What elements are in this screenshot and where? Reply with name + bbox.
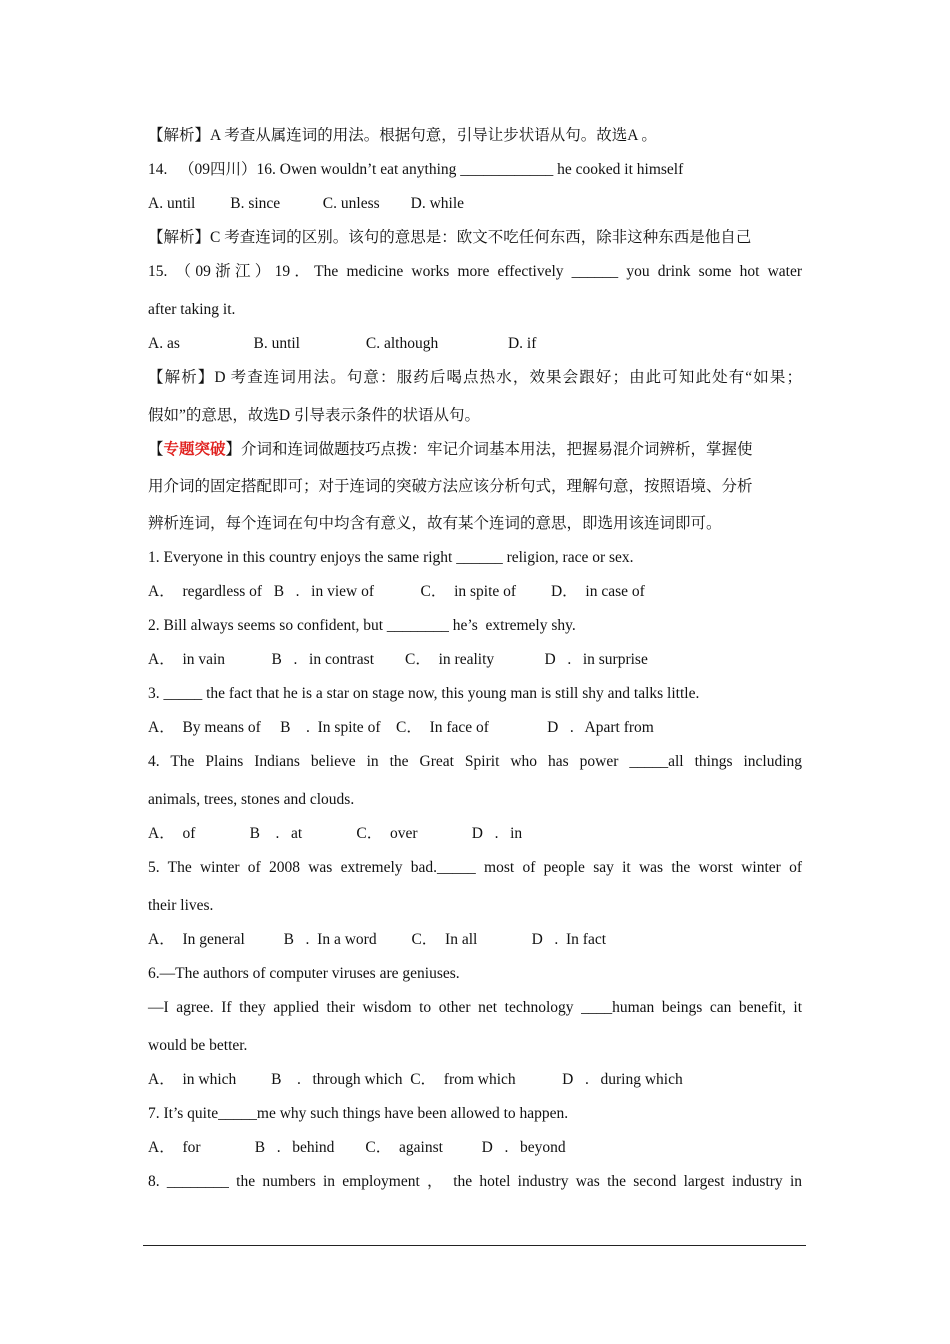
question-5: 5. The winter of 2008 was extremely bad._____ most of people say it was the worst winter of: [148, 859, 802, 876]
special-section-cont: 辨析连词，每个连词在句中均含有意义，故有某个连词的意思，即选用该连词即可。: [148, 515, 722, 532]
special-section-line: [148, 440, 802, 460]
options-15: A. as B. until C. although D. if: [148, 335, 537, 352]
question-4: 4. The Plains Indians believe in the Great Spirit who has power _____all things including: [148, 753, 802, 770]
options-1: A． regardless of B . in view of C． in spite of D． in case of: [148, 583, 645, 600]
question-15: 15. （09浙江）19．The medicine works more effectively ______ you drink some hot water: [148, 263, 802, 280]
question-2: 2. Bill always seems so confident, but ________ he’s extremely shy.: [148, 617, 576, 634]
special-section-cont: 用介词的固定搭配即可；对于连词的突破方法应该分析句式，理解句意，按照语境、分析: [148, 478, 753, 495]
options-4: A． of B . at C． over D . in: [148, 825, 523, 842]
options-5: A． In general B . In a word C． In all D . In fact: [148, 931, 607, 948]
explanation-line-cont: 假如”的意思，故选D 引导表示条件的状语从句。: [148, 407, 480, 424]
explanation-line: 【解析】C 考查连词的区别。该句的意思是：欧文不吃任何东西，除非这种东西是他自己: [148, 229, 752, 246]
explanation-line: 【解析】A 考查从属连词的用法。根据句意，引导让步状语从句。故选A 。: [148, 127, 657, 144]
question-14: 14. （09四川）16. Owen wouldn’t eat anything ____________ he cooked it himself: [148, 161, 684, 178]
bracket-open: 【: [148, 441, 164, 458]
bracket-close: 】: [225, 441, 242, 458]
options-6: A． in which B . through which C． from which D . during which: [148, 1071, 683, 1088]
question-1: 1. Everyone in this country enjoys the same right ______ religion, race or sex.: [148, 549, 634, 566]
question-8: 8. ________ the numbers in employment ， the hotel industry was the second largest industry in: [148, 1173, 802, 1190]
options-14: A. until B. since C. unless D. while: [148, 195, 465, 212]
question-6-cont: would be better.: [148, 1037, 248, 1054]
options-2: A． in vain B . in contrast C． in reality D . in surprise: [148, 651, 648, 668]
footer-divider: [143, 1245, 806, 1246]
question-6: 6.—The authors of computer viruses are geniuses.: [148, 965, 460, 982]
question-7: 7. It’s quite_____me why such things have been allowed to happen.: [148, 1105, 569, 1122]
question-3: 3. _____ the fact that he is a star on stage now, this young man is still shy and talks little.: [148, 685, 700, 702]
options-3: A． By means of B . In spite of C． In face of D . Apart from: [148, 719, 654, 736]
question-5-cont: their lives.: [148, 897, 214, 914]
special-section-text: 介词和连词做题技巧点拨：牢记介词基本用法，把握易混介词辨析，掌握使: [241, 441, 753, 458]
question-6-reply: —I agree. If they applied their wisdom to other net technology ____human beings can benefit, it: [148, 999, 802, 1016]
options-7: A． for B . behind C． against D . beyond: [148, 1139, 566, 1156]
explanation-line: 【解析】D 考查连词用法。句意：服药后喝点热水，效果会跟好；由此可知此处有“如果；: [148, 369, 802, 386]
special-section-label: 专题突破: [163, 441, 226, 458]
question-15-cont: after taking it.: [148, 301, 236, 318]
question-4-cont: animals, trees, stones and clouds.: [148, 791, 355, 808]
